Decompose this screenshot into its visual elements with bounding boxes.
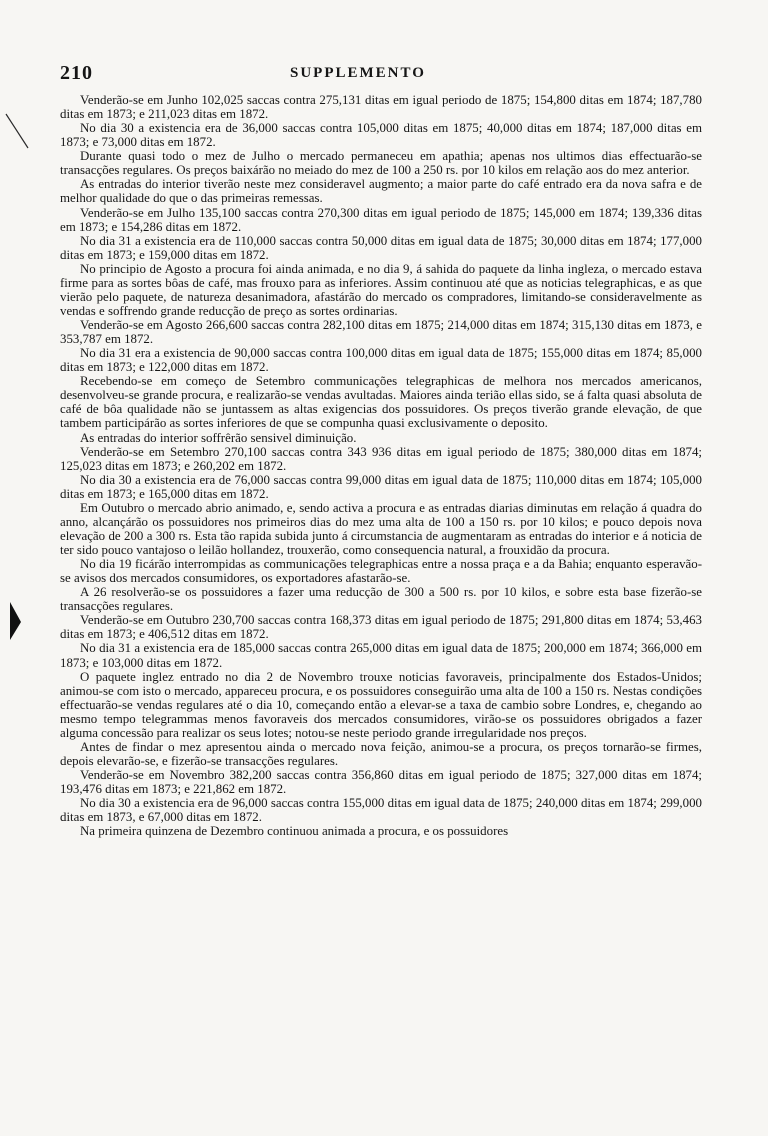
page-header [60, 62, 700, 84]
page-number: 210 [60, 62, 93, 84]
margin-pointer-mark [8, 600, 22, 642]
paragraph: No dia 31 a existencia era de 185,000 saccas contra 265,000 ditas em igual data de 1875; 200,000 em 1874; 366,000 em 1873; e 103,000 ditas em 1872. [60, 641, 702, 670]
paragraph: Venderão-se em Agosto 266,600 saccas contra 282,100 ditas em 1875; 214,000 ditas em 1874; 315,130 ditas em 1873, e 353,787 em 1872. [60, 318, 702, 347]
paragraph: Venderão-se em Outubro 230,700 saccas contra 168,373 ditas em igual periodo de 1875; 291,800 ditas em 1874; 53,463 ditas em 1873; e 406,512 ditas em 1872. [60, 613, 702, 642]
paragraph: O paquete inglez entrado no dia 2 de Novembro trouxe noticias favoraveis, principalmente dos Estados-Unidos; animou-se com isto o mercado, appareceu procura, e os possuidores conseguirão uma alta de 100 a 150 rs. Nestas condições effectuarão-se vendas regulares até o dia 10, começando então a elevar-se a taxa de cambio sobre Londres, e, chegando ao mesmo tempo telegrammas menos favoraveis dos mercados consumidores, virão-se os possuidores obrigados a fazer alguma concessão para realizar os seus lotes; notou-se neste periodo grande irregularidade nos preços. [60, 669, 702, 740]
paragraph: Venderão-se em Julho 135,100 saccas contra 270,300 ditas em igual periodo de 1875; 145,000 em 1874; 139,336 ditas em 1873; e 154,286 ditas em 1872. [60, 205, 702, 234]
paragraph: No dia 31 a existencia era de 110,000 saccas contra 50,000 ditas em igual data de 1875; 30,000 ditas em 1874; 177,000 ditas em 1873; e 159,000 ditas em 1872. [60, 233, 702, 262]
paragraph: No dia 19 ficárão interrompidas as communicações telegraphicas entre a nossa praça e a da Bahia; enquanto esperavão-se avisos dos mercados consumidores, os exportadores afastarão-se. [60, 557, 702, 586]
paragraph: No principio de Agosto a procura foi ainda animada, e no dia 9, á sahida do paquete da linha ingleza, o mercado estava firme para as sortes bôas de café, mas frouxo para as inferiores. Assim continuou até que as noticias telegraphicas, e as que vierão pelo paquete, de natureza desanimadora, afastárão do mercado os compradores, limitando-se consideravelmente as vendas e soffrendo grande reducção de preço as sortes ordinarias. [60, 261, 702, 318]
paragraph: Antes de findar o mez apresentou ainda o mercado nova feição, animou-se a procura, os preços tornarão-se firmes, depois elevarão-se, e fizerão-se transacções regulares. [60, 739, 702, 768]
paragraph: Em Outubro o mercado abrio animado, e, sendo activa a procura e as entradas diarias diminutas em relação á quadra do anno, alcançárão os possuidores nos primeiros dias do mez uma alta de 100 a 150 rs. por 10 kilos; e pouco depois nova elevação de 200 a 300 rs. Esta tão rapida subida junto á circumstancia de augmentaram as entradas do interior e á noticia de ter sido pouco vantajoso o leilão hollandez, trouxerão, como consequencia natural, a frouxidão da procura. [60, 500, 702, 557]
paragraph: As entradas do interior soffrêrão sensivel diminuição. [80, 430, 357, 445]
paragraph: No dia 30 a existencia era de 76,000 saccas contra 99,000 ditas em igual data de 1875; 110,000 ditas em 1874; 105,000 ditas em 1873; e 165,000 ditas em 1872. [60, 472, 702, 501]
paragraph: No dia 30 a existencia era de 36,000 saccas contra 105,000 ditas em 1875; 40,000 ditas em 1874; 187,000 ditas em 1873; e 73,000 ditas em 1872. [60, 121, 702, 150]
paragraph: As entradas do interior tiverão neste mez consideravel augmento; a maior parte do café entrado era da nova safra e de melhor qualidade do que o das primeiras remessas. [60, 177, 702, 206]
paragraph: A 26 resolverão-se os possuidores a fazer uma reducção de 300 a 500 rs. por 10 kilos, e sobre esta base fizerão-se transacções regulares. [60, 585, 702, 614]
paragraph: Na primeira quinzena de Dezembro continuou animada a procura, e os possuidores [80, 824, 509, 839]
paragraph: Recebendo-se em começo de Setembro communicações telegraphicas de melhora nos mercados americanos, desenvolveu-se grande procura, e realizarão-se vendas avultadas. Maiores ainda terião ellas sido, se á falta quasi absoluta de café de bôa qualidade não se juntassem as altas exigencias dos possuidores. Os preços tiverão grande elevação, de que tambem participárão as sortes inferiores de que se compunha quasi exclusivamente o deposito. [60, 374, 702, 431]
paragraph: Venderão-se em Setembro 270,100 saccas contra 343 936 ditas em igual periodo de 1875; 380,000 ditas em 1874; 125,023 ditas em 1873; e 260,202 em 1872. [60, 444, 702, 473]
paragraph: No dia 30 a existencia era de 96,000 saccas contra 155,000 ditas em igual data de 1875; 240,000 ditas em 1874; 299,000 ditas em 1873, e 67,000 ditas em 1872. [60, 796, 702, 825]
paragraph: Durante quasi todo o mez de Julho o mercado permaneceu em apathia; apenas nos ultimos dias effectuarão-se transacções regulares. Os preços baixárão no meiado do mez de 100 a 250 rs. por 10 kilos em relação aos do mez anterior. [60, 149, 702, 178]
paragraph: No dia 31 era a existencia de 90,000 saccas contra 100,000 ditas em igual data de 1875; 155,000 ditas em 1874; 85,000 ditas em 1873; e 122,000 ditas em 1872. [60, 346, 702, 375]
paragraph: Venderão-se em Novembro 382,200 saccas contra 356,860 ditas em igual periodo de 1875; 327,000 ditas em 1874; 193,476 ditas em 1873; e 221,862 em 1872. [60, 768, 702, 797]
paragraph: Venderão-se em Junho 102,025 saccas contra 275,131 ditas em igual periodo de 1875; 154,800 ditas em 1874; 187,780 ditas em 1873; e 211,023 ditas em 1872. [60, 93, 702, 122]
body-text [60, 93, 702, 838]
margin-pencil-stroke [4, 112, 30, 152]
running-title: SUPPLEMENTO [290, 65, 426, 81]
